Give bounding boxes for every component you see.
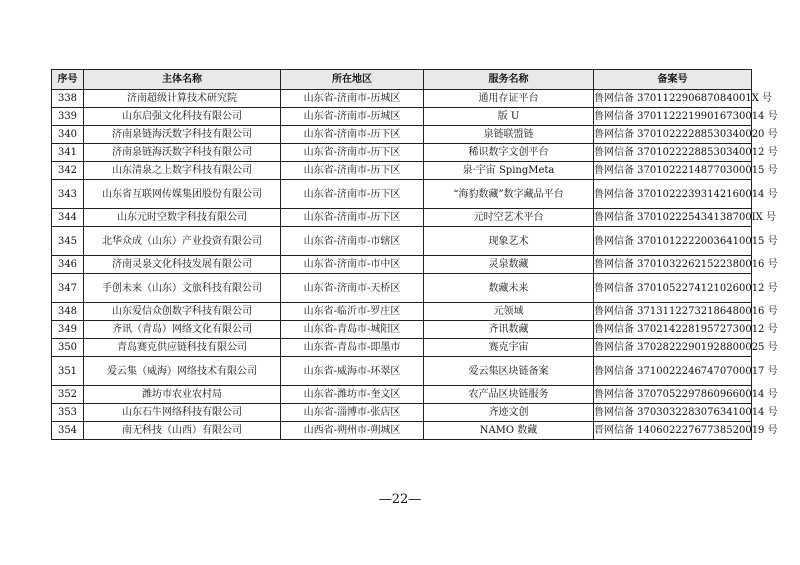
table-row: [52, 126, 752, 144]
cell-entity-name: 济南泉链海沃数字科技有限公司: [84, 126, 281, 144]
table-row: [52, 144, 752, 162]
cell-record-number: 鲁网信备 37011222199016730014 号: [594, 108, 752, 126]
table-row: [52, 357, 752, 386]
cell-entity-name: 济南泉链海沃数字科技有限公司: [84, 144, 281, 162]
record-table: [51, 69, 778, 440]
table-row: [52, 404, 752, 422]
cell-serial-number: 351: [52, 357, 84, 386]
cell-entity-name: 山东省互联网传媒集团股份有限公司: [84, 180, 281, 209]
table-row: [52, 108, 752, 126]
cell-serial-number: 348: [52, 303, 84, 321]
cell-region: 山西省-朔州市-朔城区: [281, 422, 424, 440]
cell-entity-name: 齐讯（青岛）网络文化有限公司: [84, 321, 281, 339]
cell-record-number: 鲁网信备 37010222288530340020 号: [594, 126, 752, 144]
cell-serial-number: 346: [52, 256, 84, 274]
cell-entity-name: 山东启强文化科技有限公司: [84, 108, 281, 126]
cell-service-name: 农产品区块链服务: [424, 386, 594, 404]
cell-service-name: “海豹数藏”数字藏品平台: [424, 180, 594, 209]
table-row: [52, 180, 752, 209]
header-service-name: 服务名称: [424, 70, 594, 90]
cell-service-name: 版 U: [424, 108, 594, 126]
cell-region: 山东省-威海市-环翠区: [281, 357, 424, 386]
cell-serial-number: 341: [52, 144, 84, 162]
cell-serial-number: 340: [52, 126, 84, 144]
cell-region: 山东省-济南市-市辖区: [281, 227, 424, 256]
cell-region: 山东省-潍坊市-奎文区: [281, 386, 424, 404]
cell-region: 山东省-济南市-天桥区: [281, 274, 424, 303]
cell-entity-name: 山东清泉之上数字科技有限公司: [84, 162, 281, 180]
cell-record-number: 鲁网信备 37030322830763410014 号: [594, 404, 752, 422]
table-row: [52, 422, 752, 440]
cell-record-number: 鲁网信备 37131122732186480016 号: [594, 303, 752, 321]
cell-record-number: 晋网信备 14060222767738520019 号: [594, 422, 752, 440]
table-row: [52, 321, 752, 339]
table-body: [52, 90, 778, 440]
cell-record-number: 鲁网信备 370102225434138700IX 号: [594, 209, 752, 227]
cell-entity-name: 山东石牛网络科技有限公司: [84, 404, 281, 422]
page-number: —22—: [378, 492, 422, 507]
table-row: [52, 162, 752, 180]
cell-record-number: 鲁网信备 37021422819572730012 号: [594, 321, 752, 339]
cell-service-name: 元时空艺术平台: [424, 209, 594, 227]
cell-entity-name: 手创未来（山东）文旅科技有限公司: [84, 274, 281, 303]
cell-entity-name: 爱云集（威海）网络技术有限公司: [84, 357, 281, 386]
header-region: 所在地区: [281, 70, 424, 90]
cell-record-number: 鲁网信备 37010522741210260012 号: [594, 274, 752, 303]
table-row: [52, 339, 752, 357]
cell-record-number: 鲁网信备 37100222467470700017 号: [594, 357, 752, 386]
cell-record-number: 鲁网信备 37010222148770300015 号: [594, 162, 752, 180]
table-row: [52, 303, 752, 321]
cell-serial-number: 354: [52, 422, 84, 440]
cell-serial-number: 342: [52, 162, 84, 180]
header-entity-name: 主体名称: [84, 70, 281, 90]
cell-region: 山东省-济南市-市中区: [281, 256, 424, 274]
cell-region: 山东省-济南市-历城区: [281, 90, 424, 108]
cell-record-number: 鲁网信备 370112290687084001X 号: [594, 90, 752, 108]
cell-region: 山东省-青岛市-即墨市: [281, 339, 424, 357]
cell-record-number: 鲁网信备 37010222288530340012 号: [594, 144, 752, 162]
cell-record-number: 鲁网信备 37010122220036410015 号: [594, 227, 752, 256]
table-row: [52, 274, 752, 303]
cell-region: 山东省-济南市-历下区: [281, 144, 424, 162]
cell-serial-number: 345: [52, 227, 84, 256]
table-row: [52, 209, 752, 227]
cell-service-name: 泉·宇宙 SpingMeta: [424, 162, 594, 180]
cell-region: 山东省-济南市-历下区: [281, 126, 424, 144]
cell-service-name: 齐迹文创: [424, 404, 594, 422]
cell-entity-name: 潍坊市农业农村局: [84, 386, 281, 404]
cell-serial-number: 347: [52, 274, 84, 303]
cell-entity-name: 南无科技（山西）有限公司: [84, 422, 281, 440]
cell-service-name: 现象艺术: [424, 227, 594, 256]
cell-region: 山东省-青岛市-城阳区: [281, 321, 424, 339]
cell-serial-number: 344: [52, 209, 84, 227]
cell-service-name: 灵泉数藏: [424, 256, 594, 274]
cell-service-name: 泉链联盟链: [424, 126, 594, 144]
cell-entity-name: 济南灵泉文化科技发展有限公司: [84, 256, 281, 274]
header-record-number: 备案号: [594, 70, 752, 90]
cell-service-name: 通用存证平台: [424, 90, 594, 108]
table-row: [52, 256, 752, 274]
cell-service-name: NAMO 数藏: [424, 422, 594, 440]
cell-serial-number: 343: [52, 180, 84, 209]
table-row: [52, 227, 752, 256]
table-row: [52, 386, 752, 404]
cell-region: 山东省-济南市-历城区: [281, 108, 424, 126]
cell-serial-number: 339: [52, 108, 84, 126]
cell-entity-name: 青岛赛克供应链科技有限公司: [84, 339, 281, 357]
cell-region: 山东省-济南市-历下区: [281, 162, 424, 180]
cell-region: 山东省-济南市-历下区: [281, 180, 424, 209]
cell-service-name: 赛克宇宙: [424, 339, 594, 357]
cell-entity-name: 山东爱信众创数字科技有限公司: [84, 303, 281, 321]
cell-record-number: 鲁网信备 37070522978609660014 号: [594, 386, 752, 404]
cell-service-name: 稀识数字文创平台: [424, 144, 594, 162]
cell-service-name: 齐讯数藏: [424, 321, 594, 339]
cell-record-number: 鲁网信备 37010222393142160014 号: [594, 180, 752, 209]
cell-region: 山东省-济南市-历下区: [281, 209, 424, 227]
cell-entity-name: 山东元时空数字科技有限公司: [84, 209, 281, 227]
table-header-row: [52, 70, 752, 90]
cell-serial-number: 350: [52, 339, 84, 357]
cell-service-name: 爱云集区块链备案: [424, 357, 594, 386]
cell-record-number: 鲁网信备 37028222901928800025 号: [594, 339, 752, 357]
record-table-container: [51, 69, 778, 440]
cell-serial-number: 353: [52, 404, 84, 422]
cell-region: 山东省-临沂市-罗庄区: [281, 303, 424, 321]
cell-entity-name: 济南超级计算技术研究院: [84, 90, 281, 108]
cell-serial-number: 349: [52, 321, 84, 339]
cell-region: 山东省-淄博市-张店区: [281, 404, 424, 422]
cell-record-number: 鲁网信备 37010322621522380016 号: [594, 256, 752, 274]
cell-serial-number: 338: [52, 90, 84, 108]
cell-service-name: 元领域: [424, 303, 594, 321]
cell-entity-name: 北华众成（山东）产业投资有限公司: [84, 227, 281, 256]
table-row: [52, 90, 752, 108]
header-serial-number: 序号: [52, 70, 84, 90]
cell-serial-number: 352: [52, 386, 84, 404]
cell-service-name: 数藏未来: [424, 274, 594, 303]
